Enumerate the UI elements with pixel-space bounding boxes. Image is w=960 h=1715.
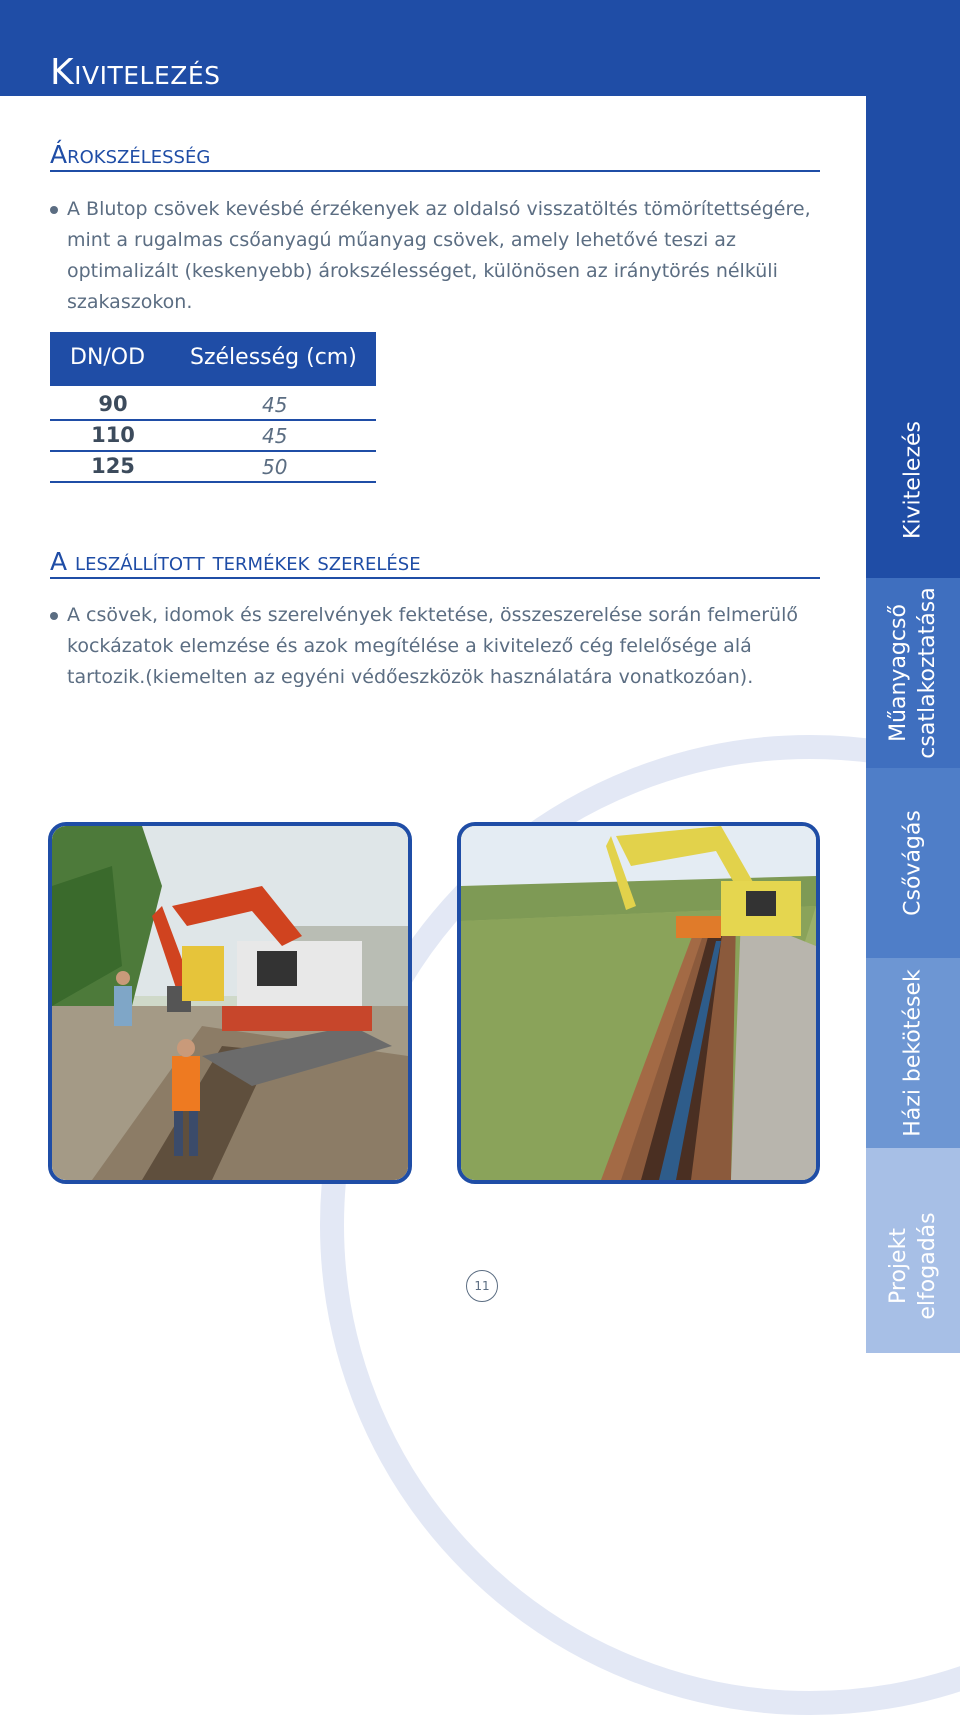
side-tab-hazi-bekotesek[interactable]	[866, 958, 960, 1148]
bullet-paragraph-assembly	[50, 600, 820, 693]
table-header-width: Szélesség (cm)	[190, 345, 357, 370]
table-row	[50, 421, 376, 452]
bullet-dot	[50, 206, 58, 214]
section-title-assembly: A leszállított termékek szerelése	[50, 547, 421, 576]
excavator-photo-illustration	[52, 826, 408, 1180]
header-band	[0, 0, 866, 96]
side-tab-kivitelezes[interactable]	[866, 0, 960, 578]
section-rule	[50, 577, 820, 579]
page-number: 11	[466, 1270, 498, 1302]
table-header-dn: DN/OD	[70, 345, 146, 370]
table-cell-dn: 110	[91, 423, 135, 447]
table-header	[50, 332, 376, 386]
side-tab-csovagas[interactable]	[866, 768, 960, 958]
bullet-text: A csövek, idomok és szerelvények fektetése, összeszerelése során felmerülő kockázatok elemzése és azok megítélése a kivitelező cég felelősége alá tartozik.(kiemelten az egyéni védőeszközök használatára vonatkozóan).	[67, 604, 798, 688]
table-cell-dn: 125	[91, 454, 135, 478]
side-tab-label: Kivitelezés	[900, 420, 926, 540]
side-tab-projekt-elfogadas[interactable]	[866, 1148, 960, 1353]
table-cell-width: 45	[262, 424, 288, 448]
bullet-paragraph-trench	[50, 194, 820, 318]
side-tab-label: Házi bekötések	[900, 969, 926, 1137]
side-tab-label: Projekt elfogadás	[886, 1212, 940, 1320]
table-row	[50, 452, 376, 483]
table-cell-width: 50	[262, 455, 288, 479]
bullet-text: A Blutop csövek kevésbé érzékenyek az oldalsó visszatöltés tömörítettségére, mint a rugalmas csőanyagú műanyag csövek, amely lehetővé teszi az optimalizált (keskenyebb) árokszélességet, különösen az iránytörés nélküli szakaszokon.	[67, 198, 811, 313]
table-row	[50, 390, 376, 421]
section-title-trench-width: Árokszélesség	[50, 140, 211, 169]
page-title: Kivitelezés	[50, 52, 221, 93]
bullet-dot	[50, 612, 58, 620]
table-cell-width: 45	[262, 393, 288, 417]
side-tab-label: Csővágás	[900, 810, 926, 916]
photo-pipe-trench	[457, 822, 820, 1184]
table-cell-dn: 90	[98, 392, 128, 416]
section-rule	[50, 170, 820, 172]
side-tab-label: Műanyagcső csatlakoztatása	[886, 587, 940, 759]
side-tab-muanyagcso[interactable]	[866, 578, 960, 768]
trench-photo-illustration	[461, 826, 816, 1180]
photo-excavator-trench	[48, 822, 412, 1184]
